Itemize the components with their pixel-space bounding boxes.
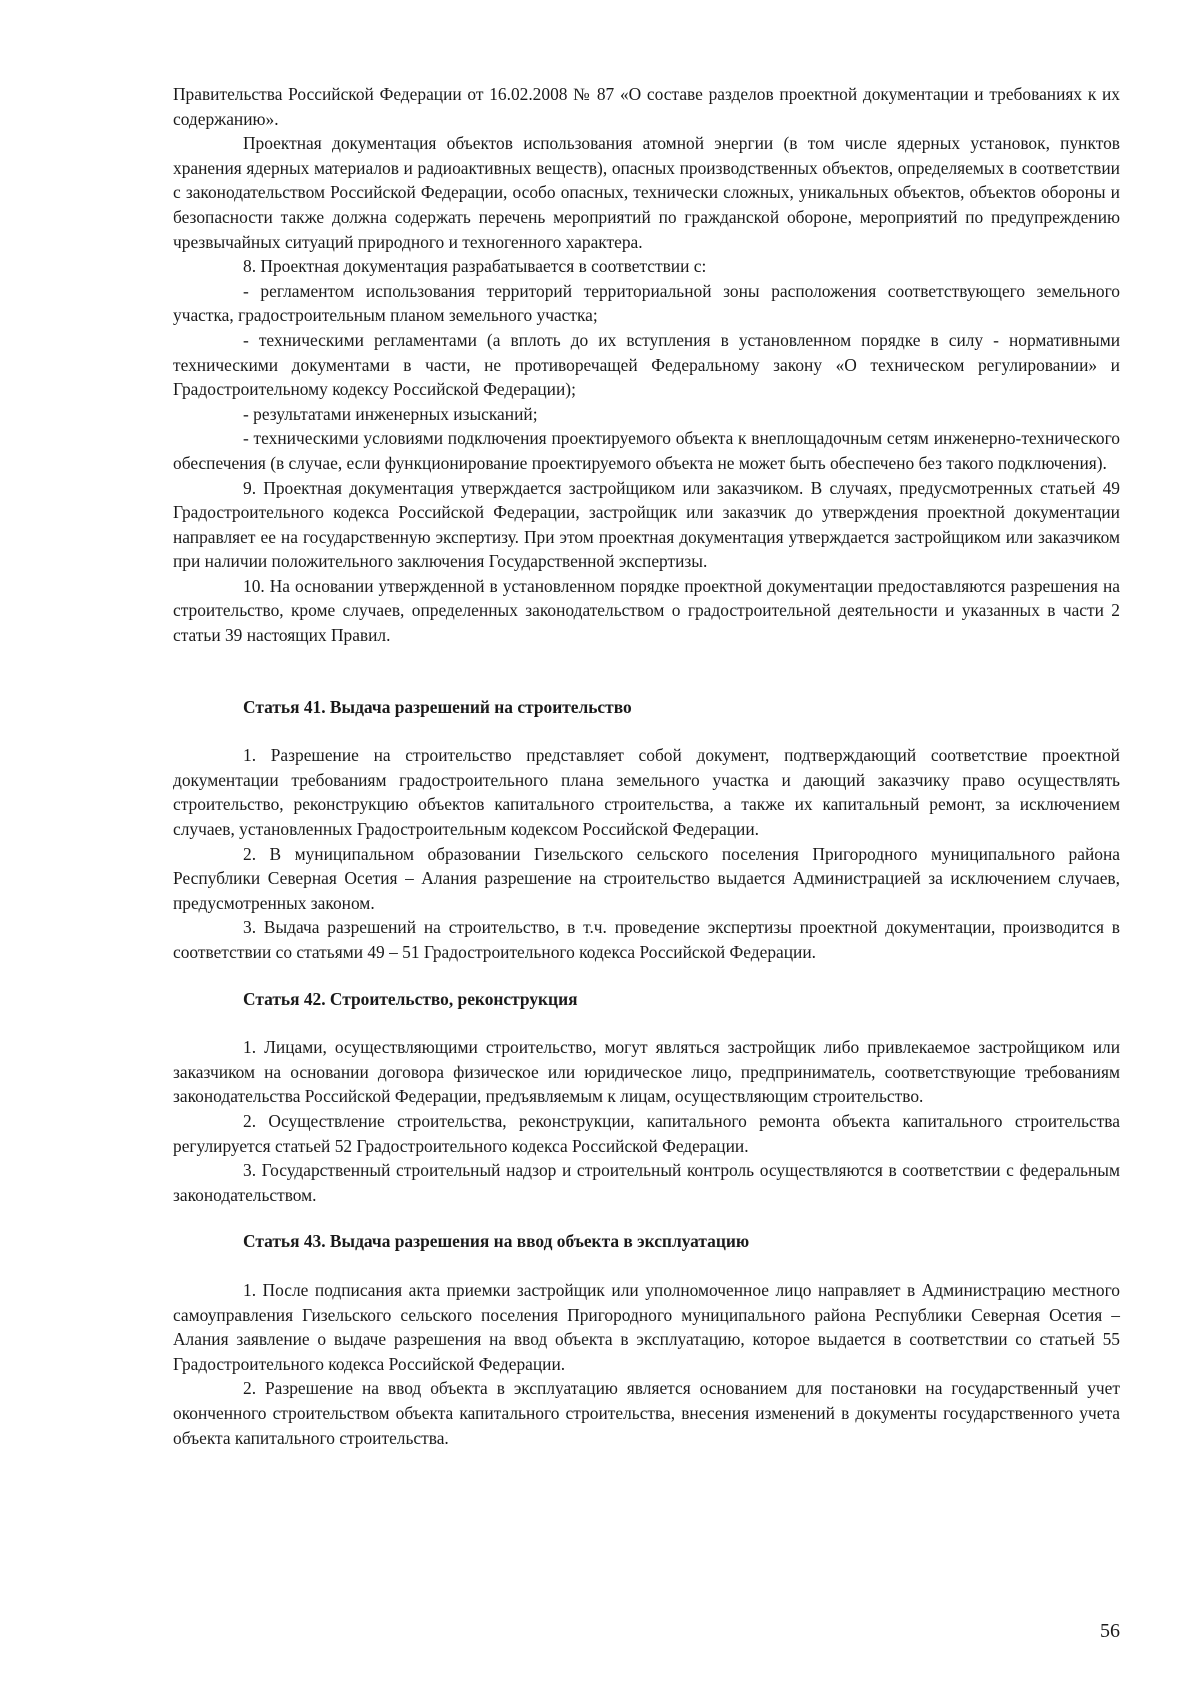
list-item: - техническими условиями подключения проектируемого объекта к внеплощадочным сетям инженерно-технического обеспечения (в случае, если функционирование проектируемого объекта не может быть обеспечено без такого подключения). xyxy=(173,428,1120,473)
paragraph: 1. Разрешение на строительство представляет собой документ, подтверждающий соответствие проектной документации требованиям градостроительного плана земельного участка и дающий заказчику право осуществлять строительство, реконструкцию объектов капитального строительства, а также их капитальный ремонт, за исключением случаев, установленных Градостроительным кодексом Российской Федерации. xyxy=(173,745,1120,840)
paragraph: 2. Разрешение на ввод объекта в эксплуатацию является основанием для постановки на государственный учет оконченного строительством объекта капитального строительства, внесения изменений в документы государственного учета объекта капитального строительства. xyxy=(173,1378,1120,1448)
paragraph: Проектная документация объектов использования атомной энергии (в том числе ядерных установок, пунктов хранения ядерных материалов и радиоактивных веществ), опасных производственных объектов, определяемых в соответствии с законодательством Российской Федерации, особо опасных, технически сложных, уникальных объектов, объектов обороны и безопасности также должна содержать перечень мероприятий по гражданской обороне, мероприятий по предупреждению чрезвычайных ситуаций природного и техногенного характера. xyxy=(173,133,1120,252)
paragraph: 10. На основании утвержденной в установленном порядке проектной документации предоставляются разрешения на строительство, кроме случаев, определенных законодательством о градостроительной деятельности и указанных в части 2 статьи 39 настоящих Правил. xyxy=(173,575,1120,646)
article-41-heading: Статья 41. Выдача разрешений на строительство xyxy=(243,696,632,717)
article-42-heading: Статья 42. Строительство, реконструкция xyxy=(243,988,578,1009)
list-item: - результатами инженерных изысканий; xyxy=(243,403,538,424)
document-page xyxy=(173,82,1120,1450)
paragraph: 9. Проектная документация утверждается застройщиком или заказчиком. В случаях, предусмотренных статьей 49 Градостроительного кодекса Российской Федерации, застройщик или заказчик до утверждения проектной документации направляет ее на государственную экспертизу. При этом проектная документация утверждается застройщиком или заказчиком при наличии положительного заключения Государственной экспертизы. xyxy=(173,477,1120,572)
list-item: - техническими регламентами (а вплоть до их вступления в установленном порядке в силу - нормативными техническими документами в части, не противоречащей Федеральному закону «О техническом регулировании» и Градостроительному кодексу Российской Федерации); xyxy=(173,329,1120,400)
list-item: - регламентом использования территорий территориальной зоны расположения соответствующего земельного участка, градостроительным планом земельного участка; xyxy=(173,280,1120,326)
paragraph: Правительства Российской Федерации от 16.02.2008 № 87 «О составе разделов проектной документации и требованиях к их содержанию». xyxy=(173,84,1120,129)
article-43-heading: Статья 43. Выдача разрешения на ввод объекта в эксплуатацию xyxy=(243,1231,750,1252)
paragraph: 8. Проектная документация разрабатывается в соответствии с: xyxy=(243,256,707,277)
paragraph: 2. В муниципальном образовании Гизельского сельского поселения Пригородного муниципального района Республики Северная Осетия – Алания разрешение на строительство выдается Администрацией за исключением случаев, предусмотренных законом. xyxy=(173,843,1120,913)
page-number: 56 xyxy=(1100,1620,1120,1642)
paragraph: 3. Выдача разрешений на строительство, в т.ч. проведение экспертизы проектной документации, производится в соответствии со статьями 49 – 51 Градостроительного кодекса Российской Федерации. xyxy=(173,917,1120,962)
paragraph: 1. После подписания акта приемки застройщик или уполномоченное лицо направляет в Администрацию местного самоуправления Гизельского сельского поселения Пригородного муниципального района Республики Северная Осетия – Алания заявление о выдаче разрешения на ввод объекта в эксплуатацию, которое выдается в соответствии со статьей 55 Градостроительного кодекса Российской Федерации. xyxy=(173,1279,1120,1374)
paragraph: 1. Лицами, осуществляющими строительство, могут являться застройщик либо привлекаемое застройщиком или заказчиком на основании договора физическое или юридическое лицо, предприниматель, соответствующие требованиям законодательства Российской Федерации, предъявляемым к лицам, осуществляющим строительство. xyxy=(173,1037,1120,1107)
paragraph: 2. Осуществление строительства, реконструкции, капитального ремонта объекта капитального строительства регулируется статьей 52 Градостроительного кодекса Российской Федерации. xyxy=(173,1110,1120,1156)
paragraph: 3. Государственный строительный надзор и строительный контроль осуществляются в соответствии с федеральным законодательством. xyxy=(173,1160,1120,1205)
